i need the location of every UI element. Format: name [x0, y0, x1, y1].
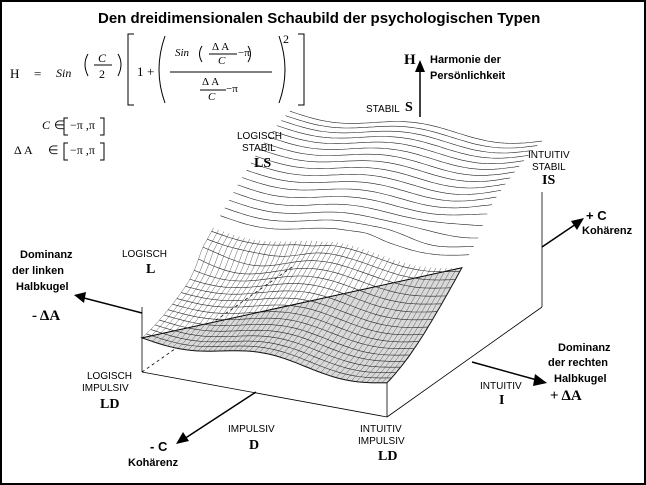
surface-row-line: [260, 149, 511, 181]
surface-row-line: [255, 156, 505, 188]
id-code: LD: [378, 449, 398, 464]
formula-equals: =: [34, 66, 42, 81]
formula-minus-pi-bottom: −π: [226, 83, 238, 95]
formula-sin-outer: Sin: [56, 66, 72, 80]
a-domain-var: Δ A: [14, 143, 33, 157]
formula-delta-a-top: Δ A: [212, 41, 230, 53]
h-axis-label-2: Persönlichkeit: [430, 70, 506, 82]
stabil-label: STABIL: [366, 104, 400, 115]
ls-label-2: STABIL: [242, 143, 276, 154]
plus-c-label: + C: [586, 208, 607, 223]
ld-code: LD: [100, 397, 120, 412]
minus-c-axis: [176, 392, 256, 444]
d-label: IMPULSIV: [228, 424, 275, 435]
is-code: IS: [542, 173, 556, 188]
surface-row-line: [251, 163, 501, 195]
diagram-title: Den dreidimensionalen Schaubild der psychologischen Typen: [98, 10, 541, 27]
plus-c-axis: [542, 218, 584, 247]
surface-row-line: [273, 131, 524, 164]
surface-row-line: [277, 126, 528, 159]
surface-row-line: [229, 200, 478, 238]
plus-a-label-2: der rechten: [548, 357, 608, 369]
l-code: L: [146, 262, 156, 277]
ld-label-2: IMPULSIV: [82, 383, 129, 394]
formula-c-bottom: C: [208, 91, 216, 103]
is-label-2: STABIL: [532, 162, 566, 173]
formula-delta-a-bottom: Δ A: [202, 76, 220, 88]
minus-a-symbol: - ΔA: [32, 308, 61, 324]
formula-power: 2: [283, 32, 289, 46]
surface-row-line: [247, 170, 497, 201]
i-label: INTUITIV: [480, 381, 522, 392]
c-domain-range: −π ,π: [70, 118, 95, 132]
surface-row-line: [290, 111, 542, 143]
formula-lhs: H: [10, 66, 20, 81]
a-domain-range: −π ,π: [70, 143, 95, 157]
is-label-1: INTUITIV: [528, 150, 570, 161]
surface-row-line: [238, 185, 487, 215]
stabil-code: S: [405, 100, 413, 115]
formula-minus-pi-top: −π: [238, 47, 250, 59]
minus-a-label-2: der linken: [12, 265, 64, 277]
surface-mesh: [142, 111, 542, 383]
formula-two: 2: [99, 67, 105, 81]
formula-c-inner: C: [218, 55, 226, 67]
h-axis: [415, 60, 425, 117]
formula-one: 1: [137, 64, 144, 79]
minus-a-label-3: Halbkugel: [16, 281, 69, 293]
c-domain-in: ∈: [54, 118, 65, 132]
plus-a-label-1: Dominanz: [558, 342, 611, 354]
formula-sin-inner: Sin: [175, 47, 190, 59]
plus-c-koherenz: Kohärenz: [582, 225, 633, 237]
plus-a-symbol: + ΔA: [550, 388, 582, 404]
surface-row-line: [268, 137, 519, 170]
ld-label-1: LOGISCH: [87, 371, 133, 382]
l-label: LOGISCH: [122, 249, 168, 260]
d-code: D: [249, 438, 260, 453]
ls-label-1: LOGISCH: [237, 131, 283, 142]
plus-a-label-3: Halbkugel: [554, 373, 607, 385]
i-code: I: [499, 393, 505, 408]
minus-c-koherenz: Kohärenz: [128, 457, 179, 469]
formula-c-numerator: C: [98, 51, 107, 65]
h-axis-letter: H: [404, 52, 416, 68]
id-label-2: IMPULSIV: [358, 436, 405, 447]
minus-a-axis: [74, 292, 142, 313]
id-label-1: INTUITIV: [360, 424, 402, 435]
minus-c-label: - C: [150, 439, 168, 454]
minus-a-label-1: Dominanz: [20, 249, 73, 261]
c-domain-var: C: [42, 118, 51, 132]
ls-code: LS: [254, 156, 272, 171]
surface-row-line: [242, 178, 492, 208]
a-domain-in: ∈: [48, 143, 59, 157]
formula-plus: +: [147, 64, 155, 79]
h-axis-label-1: Harmonie der: [430, 54, 501, 66]
